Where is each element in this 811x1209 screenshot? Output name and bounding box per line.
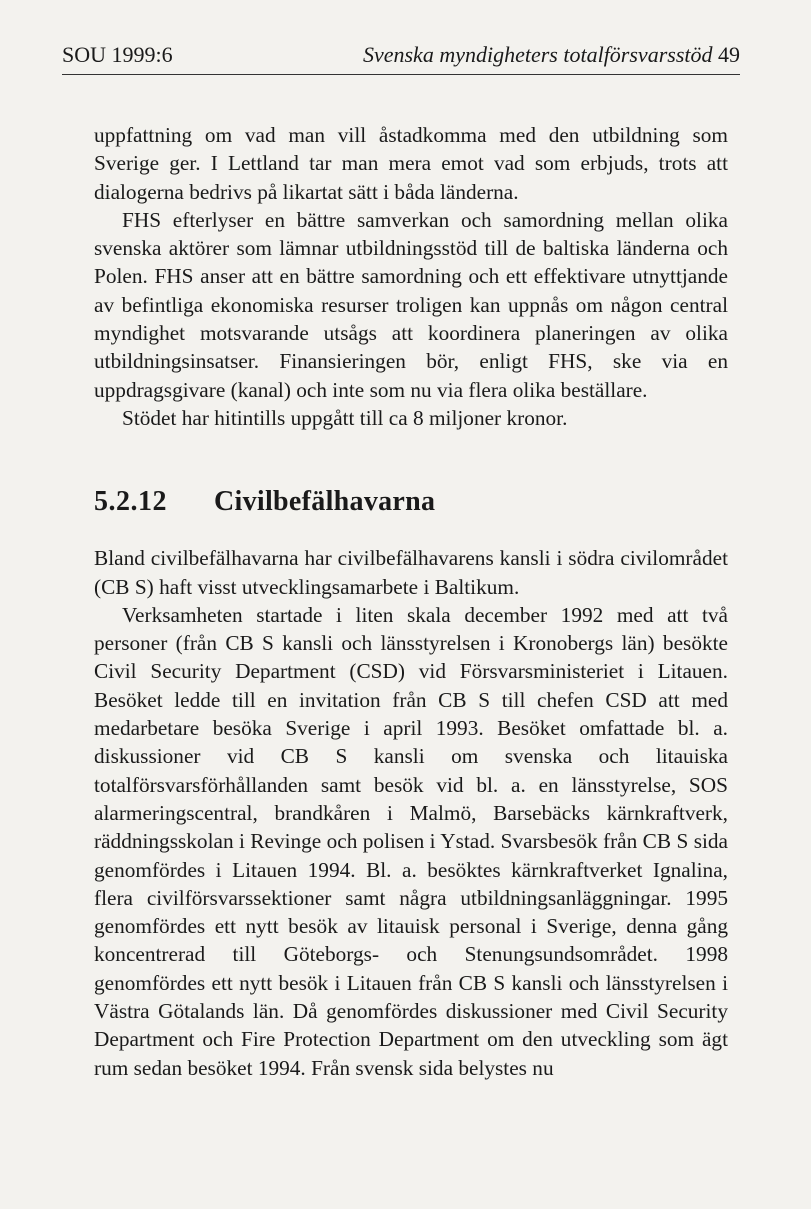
paragraph: FHS efterlyser en bättre samverkan och samordning mellan olika svenska aktörer som lämnar utbildningsstöd till de baltiska länderna och Polen. FHS anser att en bättre samordning och ett effektivare utnyttjande av befintliga ekonomiska resurser troligen kan uppnås om någon central myndighet motsvarande utsågs att koordinera planeringen av olika utbildningsinsatser. Finansieringen bör, enligt FHS, ske via en uppdragsgivare (kanal) och inte som nu via flera olika beställare.: [94, 207, 728, 402]
page-number: 49: [718, 42, 740, 67]
document-series-number: SOU 1999:6: [62, 42, 173, 67]
paragraph: Bland civilbefälhavarna har civilbefälhavarens kansli i södra civilområdet (CB S) haft visst utvecklingsamarbete i Baltikum.: [94, 546, 728, 599]
running-header: [62, 42, 740, 75]
section-heading: [94, 484, 728, 520]
header-title-and-page: [363, 42, 740, 68]
section-number: 5.2.12: [94, 486, 167, 518]
paragraph: Verksamheten startade i liten skala december 1992 med att två personer (från CB S kansli och länsstyrelsen i Kronobergs län) besökte Civil Security Department (CSD) vid Försvarsministeriet i Litauen. Besöket ledde till en invitation från CB S till chefen CSD att med medarbetare besöka Sverige i april 1993. Besöket omfattade bl. a. diskussioner vid CB S kansli om svenska och litauiska totalförsvarsförhållanden samt besök vid bl. a. en länsstyrelse, SOS alarmeringscentral, brandkåren i Malmö, Barsebäcks kärnkraftverk, räddningsskolan i Revinge och polisen i Ystad. Svarsbesök från CB S sida genomfördes i Litauen 1994. Bl. a. besöktes kärnkraftverket Ignalina, flera civilförsvarssektioner samt några utbildningsanläggningar. 1995 genomfördes ett nytt besök av litauisk personal i Sverige, denna gång koncentrerad till Göteborgs- och Stenungsundsområdet. 1998 genomfördes ett nytt besök i Litauen från CB S kansli och länsstyrelsen i Västra Götalands län. Då genomfördes diskussioner med Civil Security Department och Fire Protection Department om den utveckling som ägt rum sedan besöket 1994. Från svensk sida belystes nu: [94, 602, 728, 1080]
paragraph: uppfattning om vad man vill åstadkomma med den utbildning som Sverige ger. I Lettland tar man mera emot vad som erbjuds, trots att dialogerna bedrivs på likartat sätt i båda länderna.: [94, 123, 728, 204]
running-title: Svenska myndigheters totalförsvarsstöd: [362, 42, 713, 67]
paragraph: Stödet har hitintills uppgått till ca 8 miljoner kronor.: [122, 405, 568, 430]
section-title: Civilbefälhavarna: [214, 486, 436, 518]
body-text: [94, 121, 728, 1082]
